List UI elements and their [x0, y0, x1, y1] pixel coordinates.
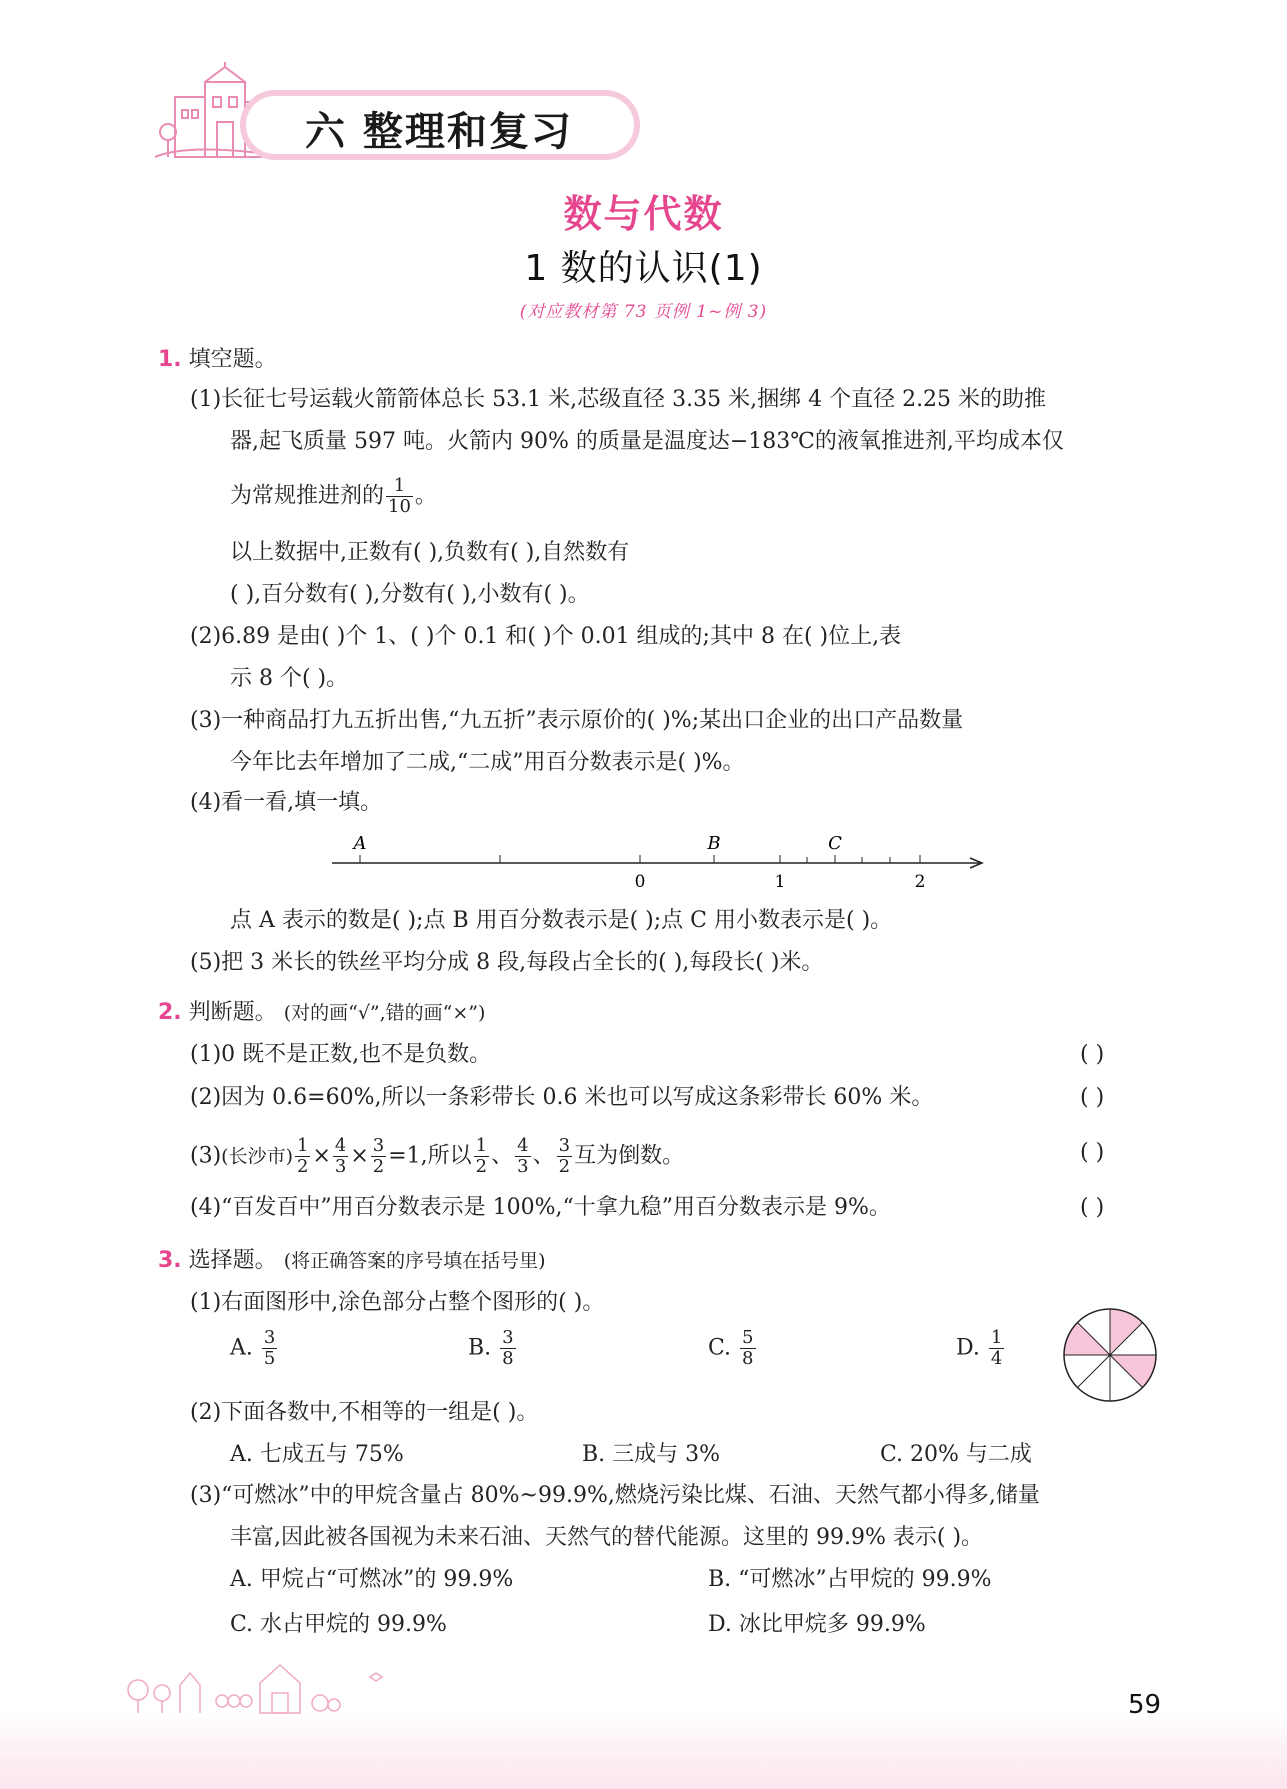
chapter-title: 六 整理和复习 [305, 109, 573, 155]
fraction-numerator: 4 [334, 1135, 347, 1156]
fraction-denominator: 8 [742, 1348, 754, 1369]
separator: 、 [491, 1143, 514, 1169]
tick-label-1: 1 [774, 872, 786, 892]
lesson-title: 1 数的认识(1) [524, 248, 763, 289]
q1-p1-line1: (1)长征七号运载火箭箭体总长 53.1 米,芯级直径 3.35 米,捆绑 4 个直径 2.25 米的助推 [190, 387, 1047, 412]
fraction-denominator: 3 [517, 1156, 529, 1177]
fraction-numerator: 3 [263, 1327, 276, 1348]
fraction-denominator: 8 [502, 1348, 514, 1369]
q3-p2-option-a: A. 七成五与 75% [230, 1442, 404, 1467]
q3-p3-option-a: A. 甲烷占“可燃冰”的 99.9% [230, 1567, 514, 1592]
times-sign: × [350, 1143, 369, 1169]
fraction [557, 1136, 572, 1177]
q1-heading [158, 345, 277, 375]
fraction-numerator: 3 [558, 1135, 571, 1156]
option-label: D. [956, 1335, 980, 1361]
fraction [371, 1136, 386, 1177]
q3-option-b [468, 1328, 518, 1369]
q2-item-4: (4)“百发百中”用百分数表示是 100%,“十拿九稳”用百分数表示是 9%。 [190, 1195, 891, 1220]
fraction-numerator: 1 [990, 1327, 1003, 1348]
q1-p4-line2: 点 A 表示的数是( );点 B 用百分数表示是( );点 C 用小数表示是( )。 [230, 908, 893, 933]
q3-option-d [956, 1328, 1006, 1369]
fraction [474, 1136, 489, 1177]
q1-p2-line2: 示 8 个( )。 [230, 666, 349, 691]
q2-answer-3: ( ) [1080, 1140, 1105, 1165]
fraction-denominator: 5 [263, 1348, 276, 1369]
q2-item-2: (2)因为 0.6=60%,所以一条彩带长 0.6 米也可以写成这条彩带长 60% 米。 [190, 1085, 934, 1110]
q1-p1-line3 [230, 476, 437, 517]
q2-title: 判断题。 [188, 1000, 277, 1025]
q2-answer-2: ( ) [1080, 1085, 1105, 1110]
q2-item-3-city: (长沙市) [221, 1145, 293, 1168]
q3-option-c [708, 1328, 758, 1369]
tick-label-2: 2 [914, 872, 926, 892]
q3-p1-line1: (1)右面图形中,涂色部分占整个图形的( )。 [190, 1290, 605, 1315]
q3-p3-option-d: D. 冰比甲烷多 99.9% [708, 1612, 926, 1637]
q3-number: 3. [158, 1248, 182, 1273]
q3-p2-option-b: B. 三成与 3% [582, 1442, 721, 1467]
fraction-numerator: 1 [386, 476, 413, 497]
page-number: 59 [1128, 1690, 1162, 1720]
q2-item-3-end: 互为倒数。 [574, 1143, 685, 1169]
textbook-reference: (对应教材第 73 页例 1~例 3) [519, 302, 768, 322]
label-b: B [707, 833, 721, 854]
footer-town-illustration [120, 1655, 400, 1715]
q2-note: (对的画“√”,错的画“×”) [283, 1002, 486, 1024]
equation-text: =1,所以 [388, 1143, 472, 1169]
q3-option-a [230, 1328, 279, 1369]
fraction-one-tenth [386, 476, 413, 517]
fraction-numerator: 5 [742, 1327, 754, 1348]
q1-p2-line1: (2)6.89 是由( )个 1、( )个 0.1 和( )个 0.01 组成的;其中 8 在( )位上,表 [190, 624, 902, 649]
q1-p1-line3-end: 。 [414, 483, 437, 509]
fraction [295, 1136, 310, 1177]
q2-item-3-label: (3) [190, 1143, 222, 1169]
q1-number: 1. [158, 347, 182, 372]
q3-heading [158, 1246, 546, 1276]
fraction [740, 1328, 755, 1369]
label-a: A [353, 833, 367, 854]
q2-heading [158, 998, 485, 1028]
separator: 、 [532, 1143, 555, 1169]
option-label: C. [708, 1335, 732, 1361]
q1-p3-line1: (3)一种商品打九五折出售,“九五折”表示原价的( )%;某出口企业的出口产品数量 [190, 708, 964, 733]
footer-band [0, 1712, 1287, 1789]
q1-p1-line5: ( ),百分数有( ),分数有( ),小数有( )。 [230, 582, 590, 607]
q2-number: 2. [158, 1000, 182, 1025]
fraction [515, 1136, 530, 1177]
q1-title: 填空题。 [188, 347, 277, 372]
fraction-denominator: 2 [558, 1156, 571, 1177]
q1-p1-line4: 以上数据中,正数有( ),负数有( ),自然数有 [230, 540, 630, 565]
fraction-denominator: 2 [475, 1156, 488, 1177]
fraction [333, 1136, 348, 1177]
number-line [320, 830, 1000, 900]
shaded-sector [1110, 1355, 1156, 1388]
q2-answer-4: ( ) [1080, 1195, 1105, 1220]
fraction-numerator: 1 [475, 1135, 488, 1156]
q2-answer-1: ( ) [1080, 1042, 1105, 1067]
fraction-numerator: 3 [372, 1135, 385, 1156]
fraction-numerator: 4 [517, 1135, 529, 1156]
q1-p5-line1: (5)把 3 米长的铁丝平均分成 8 段,每段占全长的( ),每段长( )米。 [190, 950, 824, 975]
q3-note: (将正确答案的序号填在括号里) [283, 1250, 546, 1272]
fraction-denominator: 2 [372, 1156, 385, 1177]
fraction-denominator: 3 [334, 1156, 347, 1177]
fraction-numerator: 3 [502, 1327, 514, 1348]
fraction-numerator: 1 [297, 1135, 309, 1156]
q3-p2-line1: (2)下面各数中,不相等的一组是( )。 [190, 1400, 539, 1425]
fraction-denominator: 10 [388, 496, 411, 517]
section-title: 数与代数 [563, 192, 724, 236]
option-label: A. [230, 1335, 253, 1361]
shaded-sector [1110, 1309, 1143, 1355]
q3-p3-line1: (3)“可燃冰”中的甲烷含量占 80%~99.9%,燃烧污染比煤、石油、天然气都小得多,储量 [190, 1483, 1040, 1508]
q1-p1-line2: 器,起飞质量 597 吨。火箭内 90% 的质量是温度达−183℃的液氧推进剂,平均成本仅 [230, 429, 1064, 454]
label-c: C [828, 833, 842, 854]
q2-item-3 [190, 1136, 684, 1177]
shaded-sector [1064, 1323, 1110, 1356]
q3-p3-option-b: B. “可燃冰”占甲烷的 99.9% [708, 1567, 992, 1592]
q3-title: 选择题。 [188, 1248, 277, 1273]
q1-p4-line1: (4)看一看,填一填。 [190, 790, 383, 815]
option-label: B. [468, 1335, 492, 1361]
q2-item-1: (1)0 既不是正数,也不是负数。 [190, 1042, 492, 1067]
q1-p3-line2: 今年比去年增加了二成,“二成”用百分数表示是( )%。 [230, 750, 745, 775]
fraction [500, 1328, 515, 1369]
fraction [989, 1328, 1004, 1369]
times-sign: × [312, 1143, 331, 1169]
fraction-denominator: 4 [990, 1348, 1003, 1369]
shaded-circle-figure [1060, 1305, 1160, 1405]
q1-p1-line3-text: 为常规推进剂的 [230, 483, 385, 509]
tick-label-0: 0 [634, 872, 646, 892]
q3-p2-option-c: C. 20% 与二成 [880, 1442, 1032, 1467]
fraction [262, 1328, 277, 1369]
q3-p3-option-c: C. 水占甲烷的 99.9% [230, 1612, 447, 1637]
q3-p3-line2: 丰富,因此被各国视为未来石油、天然气的替代能源。这里的 99.9% 表示( )。 [230, 1525, 984, 1550]
fraction-denominator: 2 [297, 1156, 309, 1177]
